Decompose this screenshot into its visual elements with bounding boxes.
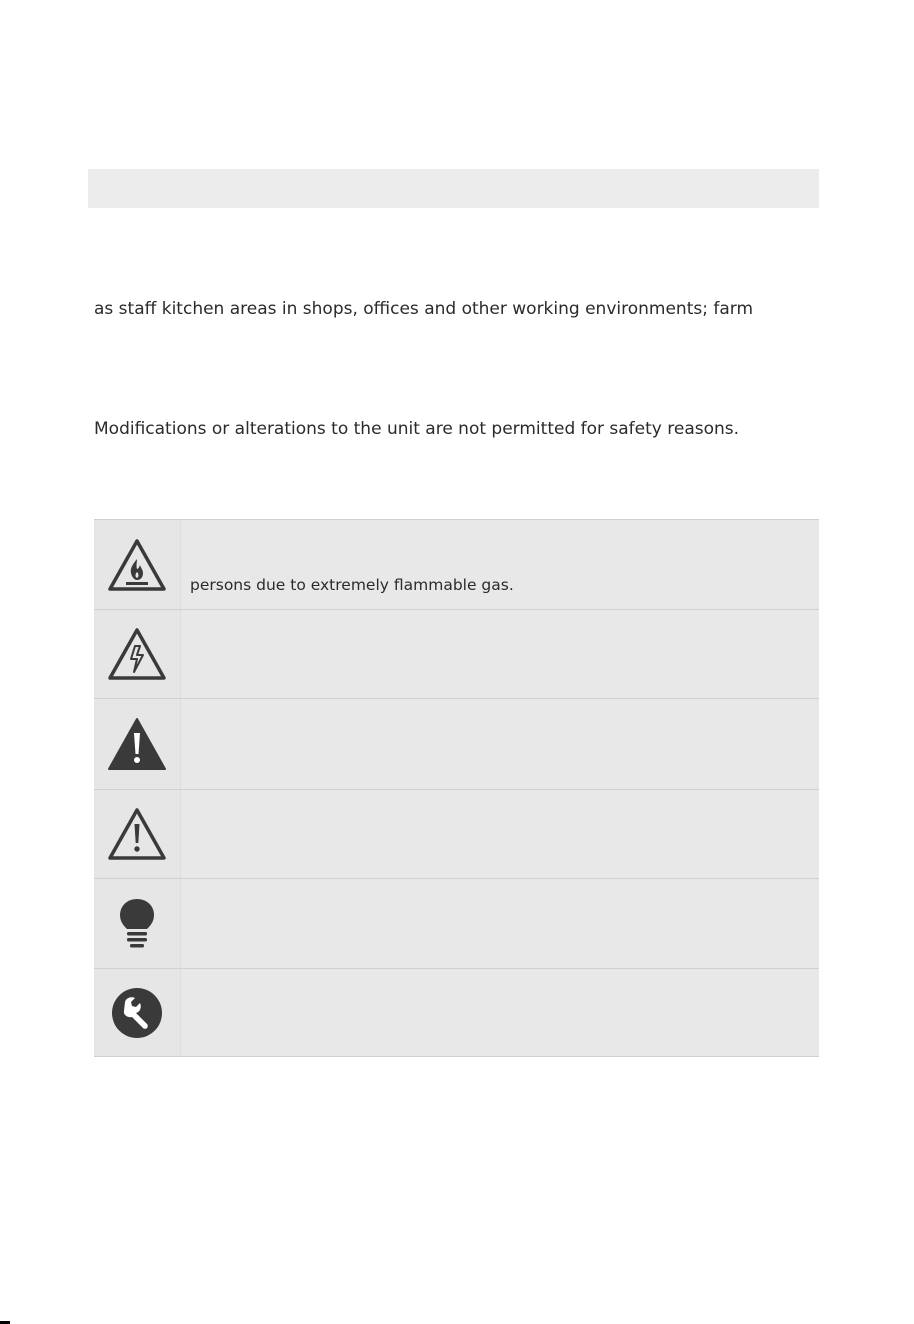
- safety-symbols-table: [94, 519, 819, 1057]
- symbol-row: [94, 969, 819, 1057]
- symbol-row: [94, 790, 819, 879]
- lightbulb-tip-icon: [117, 896, 157, 952]
- icon-cell: [94, 610, 181, 698]
- symbol-row: [94, 520, 819, 610]
- symbol-description: [181, 969, 819, 1056]
- modifications-paragraph: Modifications or alterations to the unit are not permitted for safety reasons.: [94, 419, 740, 439]
- icon-cell: [94, 520, 181, 609]
- icon-cell: [94, 790, 181, 878]
- section-header-band: [88, 169, 819, 208]
- icon-cell: [94, 879, 181, 968]
- intended-use-paragraph: as staff kitchen areas in shops, offices and other working environments; farm: [94, 299, 754, 319]
- icon-cell: [94, 969, 181, 1056]
- symbol-row: [94, 699, 819, 790]
- icon-cell: [94, 699, 181, 789]
- symbol-description: [181, 520, 819, 609]
- symbol-description: [181, 699, 819, 789]
- electric-shock-warning-icon: [106, 626, 168, 682]
- caution-exclamation-icon: [106, 806, 168, 862]
- symbol-description: [181, 790, 819, 878]
- flammable-warning-icon: [106, 537, 168, 593]
- symbol-description: [181, 879, 819, 968]
- symbol-description-text: persons due to extremely flammable gas.: [190, 576, 514, 594]
- symbol-description: [181, 610, 819, 698]
- danger-exclamation-icon: [106, 716, 168, 772]
- symbol-row: [94, 610, 819, 699]
- wrench-service-icon: [111, 987, 163, 1039]
- symbol-row: [94, 879, 819, 969]
